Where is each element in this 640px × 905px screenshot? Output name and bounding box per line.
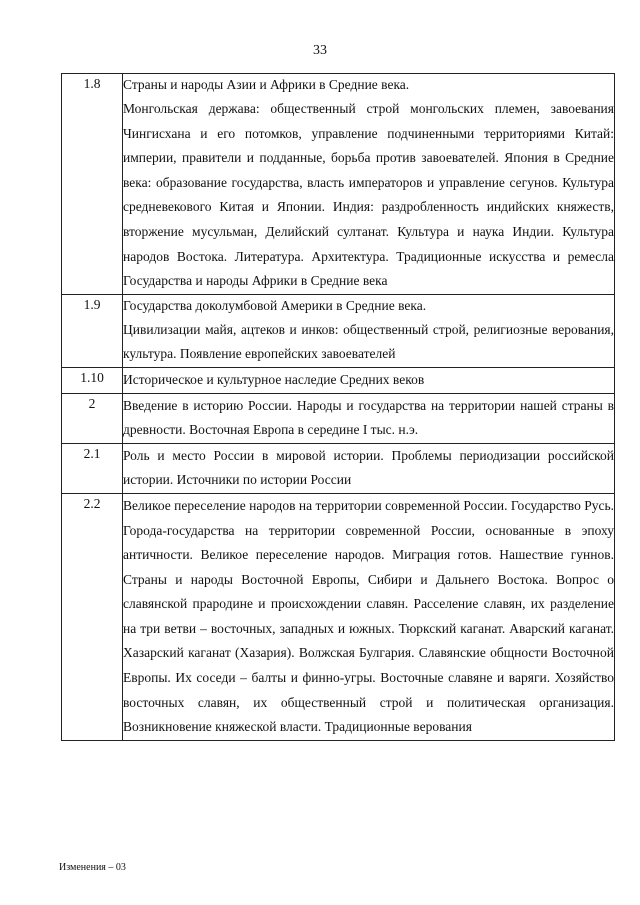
table-row: [62, 443, 615, 493]
section-text: Роль и место России в мировой истории. Проблемы периодизации российской истории. Источники по истории России: [123, 447, 614, 488]
table-row: [62, 493, 615, 740]
section-content: [123, 294, 615, 367]
section-text: Историческое и культурное наследие Средних веков: [123, 371, 425, 387]
section-title: Страны и народы Азии и Африки в Средние века.: [123, 77, 410, 92]
section-number: 2.1: [62, 443, 123, 493]
section-text: Цивилизации майя, ацтеков и инков: общественный строй, религиозные верования, культура. Появление европейских завоевателей: [123, 321, 614, 362]
section-number: 1.8: [62, 74, 123, 295]
section-number: 1.10: [62, 367, 123, 393]
section-content: [123, 443, 615, 493]
page-number: 33: [313, 43, 327, 58]
section-title: Государства доколумбовой Америки в Средние века.: [123, 297, 427, 313]
section-content: [123, 367, 615, 393]
section-number: 2: [62, 393, 123, 443]
section-text: Великое переселение народов на территории современной России. Государство Русь. Города-государства на территории современной России, основанные в эпоху античности. Великое переселение народов. Миграция готов. Нашествие гуннов. Страны и народы Восточной Европы, Сибири и Дальнего Востока. Вопрос о славянской прародине и происхождении славян. Расселение славян, их разделение на три ветви – восточных, западных и южных. Тюркский каганат. Аварский каганат. Хазарский каганат (Хазария). Волжская Булгария. Славянские общности Восточной Европы. Их соседи – балты и финно-угры. Восточные славяне и варяги. Хозяйство восточных славян, их общественный строй и политическая организация. Возникновение княжеской власти. Традиционные верования: [123, 497, 614, 735]
curriculum-table: [61, 73, 615, 741]
table-row: [62, 393, 615, 443]
section-text: Монгольская держава: общественный строй монгольских племен, завоевания Чингисхана и его потомков, управление подчиненными территориями Китай: империи, правители и подданные, борьба против завоевателей. Япония в Средние века: образование государства, власть императоров и управление сегунов. Культура средневекового Китая и Японии. Индия: раздробленность индийских княжеств, вторжение мусульман, Делийский султанат. Культура и наука Индии. Культура народов Востока. Литература. Архитектура. Традиционные искусства и ремесла Государства и народы Африки в Средние века: [123, 101, 614, 289]
section-content: [123, 74, 615, 295]
section-number: 1.9: [62, 294, 123, 367]
table-row: [62, 294, 615, 367]
section-text: Введение в историю России. Народы и государства на территории нашей страны в древности. Восточная Европа в середине I тыс. н.э.: [123, 397, 614, 438]
footer-revision: Изменения – 03: [59, 862, 126, 873]
section-number: 2.2: [62, 493, 123, 740]
table-row: [62, 367, 615, 393]
section-content: [123, 493, 615, 740]
section-content: [123, 393, 615, 443]
table-row: [62, 74, 615, 295]
